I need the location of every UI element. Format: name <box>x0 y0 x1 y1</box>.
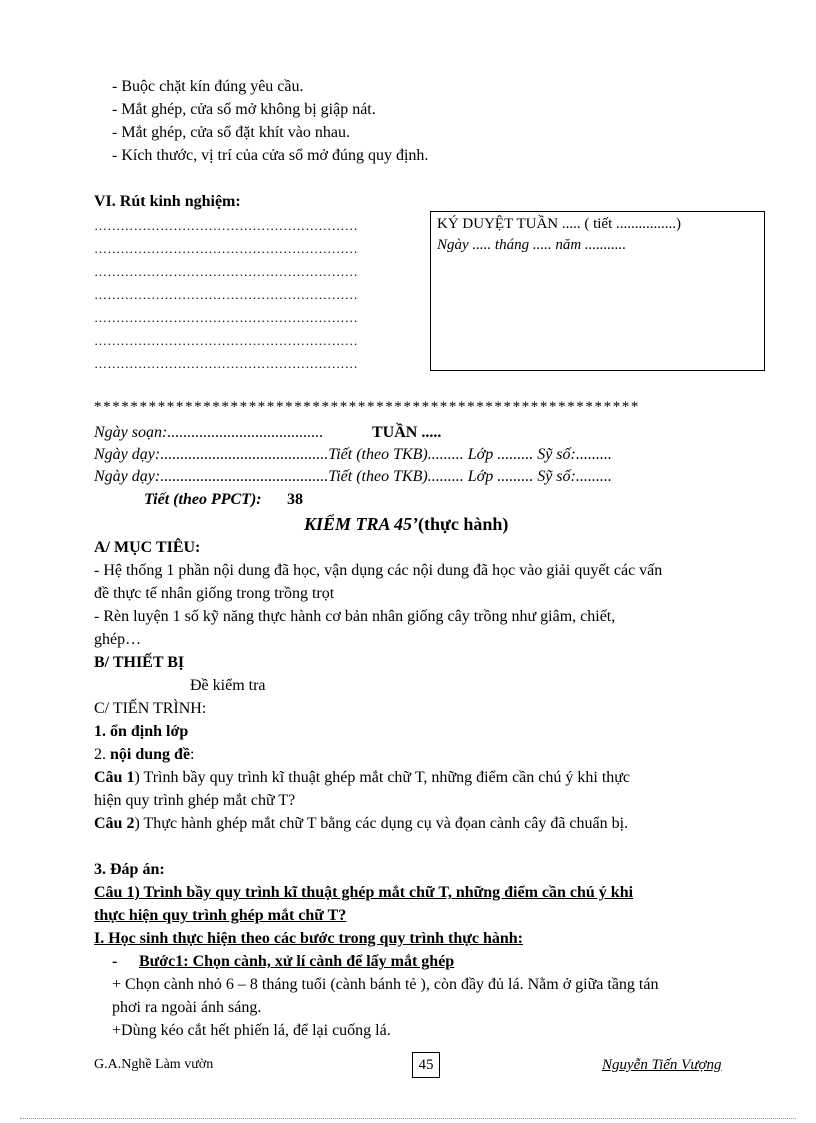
section-a-heading: A/ MỤC TIÊU: <box>94 539 201 556</box>
approval-date-line: Ngày ..... tháng ..... năm ........... <box>437 237 627 253</box>
question-1-text: ) Trình bầy quy trình kĩ thuật ghép mắt chữ T, những điểm cần chú ý khi thực <box>134 769 631 786</box>
bullet-2: - Mắt ghép, cửa sổ mở không bị giập nát. <box>112 101 376 118</box>
bullet-3: - Mắt ghép, cửa sổ đặt khít vào nhau. <box>112 124 350 141</box>
dot-line: …………………………………………………… <box>94 310 358 325</box>
b-item: Đề kiểm tra <box>190 677 266 694</box>
dot-line: …………………………………………………… <box>94 218 358 233</box>
page-number: 45 <box>412 1052 440 1078</box>
question-1 <box>94 768 630 788</box>
step-2 <box>94 745 195 765</box>
buoc-1: Bước1: Chọn cành, xử lí cành để lấy mắt ghép <box>139 953 455 970</box>
dot-line: …………………………………………………… <box>94 287 358 302</box>
tuan: TUẦN ..... <box>372 424 442 441</box>
bullet-4: - Kích thước, vị trí của cửa sổ mở đúng quy định. <box>112 147 429 164</box>
bullet-1: - Buộc chặt kín đúng yêu cầu. <box>112 78 304 95</box>
approval-box <box>430 211 765 371</box>
question-1-label: Câu 1 <box>94 769 135 786</box>
plus-2: +Dùng kéo cắt hết phiến lá, để lại cuống lá. <box>112 1022 391 1039</box>
approval-week-line: KÝ DUYỆT TUẦN ..... ( tiết ................) <box>437 216 682 232</box>
title-main: KIỂM TRA 45’ <box>304 514 419 534</box>
title-sub: (thực hành) <box>418 514 509 534</box>
dot-line: …………………………………………………… <box>94 264 358 279</box>
tiet-ppct-value: 38 <box>287 491 303 508</box>
question-2-text: ) Thực hành ghép mắt chữ T bằng các dụng cụ và đọan cành cây đã chuẩn bị. <box>134 815 629 832</box>
footer-author: Nguyễn Tiến Vượng <box>602 1057 722 1073</box>
footer-dotted-line <box>20 1118 796 1119</box>
section-b-heading: B/ THIẾT BỊ <box>94 654 185 671</box>
step-2-prefix: 2. <box>94 746 110 763</box>
answer-section-i: I. Học sinh thực hiện theo các bước trong quy trình thực hành: <box>94 930 523 947</box>
question-2 <box>94 814 628 834</box>
answer-heading: 3. Đáp án: <box>94 861 165 878</box>
dot-line: …………………………………………………… <box>94 333 358 348</box>
section-c-heading: C/ TIẾN TRÌNH: <box>94 700 207 717</box>
question-1-cont: hiện quy trình ghép mắt chữ T? <box>94 792 296 809</box>
step-1: 1. ổn định lớp <box>94 723 189 740</box>
footer-left: G.A.Nghề Làm vườn <box>94 1057 214 1072</box>
tiet-ppct-label: Tiết (theo PPCT): <box>144 491 262 508</box>
step-2-suffix: : <box>190 746 195 763</box>
step-2-bold: nội dung đề <box>110 746 191 763</box>
dot-line: …………………………………………………… <box>94 356 358 371</box>
plus-1-cont: phơi ra ngoài ánh sáng. <box>112 999 262 1016</box>
page-title <box>304 514 508 534</box>
answer-q1-line-2: thực hiện quy trình ghép mắt chữ T? <box>94 907 347 924</box>
ngay-soan: Ngày soạn:....................................... <box>94 424 324 441</box>
plus-1: + Chọn cành nhỏ 6 – 8 tháng tuổi (cành bánh tẻ ), còn đầy đủ lá. Nằm ở giữa tầng tán <box>112 976 659 993</box>
question-2-label: Câu 2 <box>94 815 135 832</box>
star-separator: ************************************************************ <box>94 399 640 415</box>
ngay-day-1: Ngày dạy:..........................................Tiết (theo TKB)......... Lớp ......... Sỹ số:......... <box>94 446 612 463</box>
section-6-heading: VI. Rút kinh nghiệm: <box>94 193 241 210</box>
a-line-2: đề thực tế nhân giống trong trồng trọt <box>94 585 335 602</box>
a-line-3: - Rèn luyện 1 số kỹ năng thực hành cơ bản nhân giống cây trồng như giâm, chiết, <box>94 608 616 625</box>
a-line-4: ghép… <box>94 631 142 648</box>
ngay-day-2: Ngày dạy:..........................................Tiết (theo TKB)......... Lớp ......... Sỹ số:......... <box>94 468 612 485</box>
a-line-1: - Hệ thống 1 phần nội dung đã học, vận dụng các nội dung đã học vào giải quyết các vấn <box>94 562 663 579</box>
step-dash: - <box>112 953 118 970</box>
dot-line: …………………………………………………… <box>94 241 358 256</box>
answer-q1-line-1: Câu 1) Trình bầy quy trình kĩ thuật ghép mắt chữ T, những điểm cần chú ý khi <box>94 884 634 901</box>
